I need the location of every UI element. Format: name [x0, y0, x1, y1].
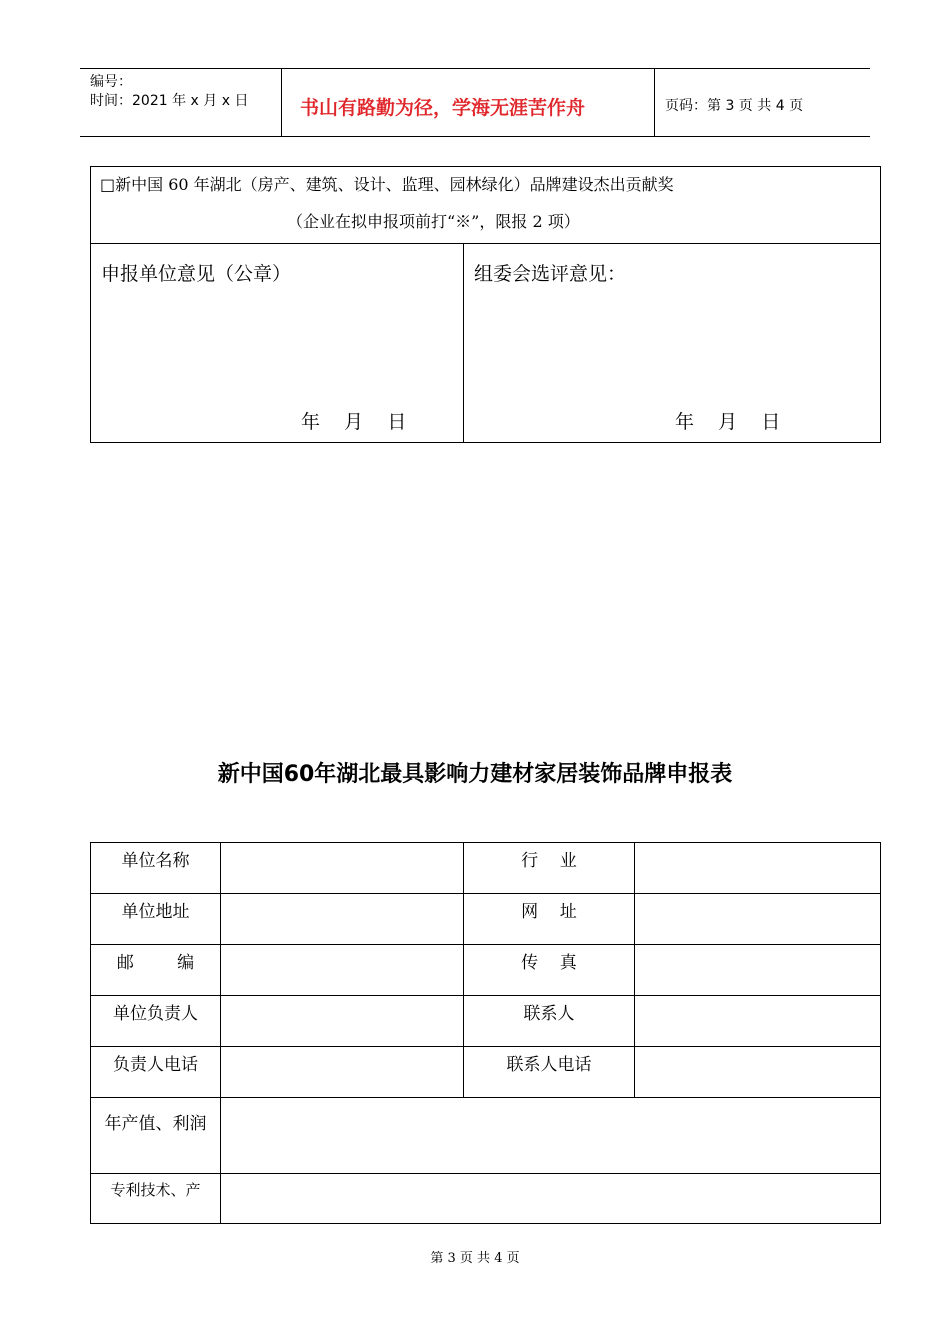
patent-label: 专利技术、产 [91, 1174, 221, 1224]
contact-field[interactable] [635, 996, 881, 1047]
head-phone-field[interactable] [220, 1047, 463, 1098]
table-row [91, 1174, 881, 1224]
unit-head-field[interactable] [220, 996, 463, 1047]
annual-output-field[interactable] [220, 1098, 880, 1174]
application-form-table [90, 842, 881, 1224]
unit-name-field[interactable] [220, 843, 463, 894]
applicant-opinion-label: 申报单位意见（公章） [101, 263, 292, 285]
header-bottom-rule [80, 136, 870, 137]
applicant-date: 年 月 日 [301, 411, 407, 433]
patent-field[interactable] [220, 1174, 880, 1224]
fax-label: 传 真 [463, 945, 635, 996]
website-label: 网 址 [463, 894, 635, 945]
header-divider-left [281, 69, 282, 136]
contact-phone-label: 联系人电话 [463, 1047, 635, 1098]
footer-page-number: 第 3 页 共 4 页 [430, 1251, 520, 1266]
table-row [91, 1047, 881, 1098]
time-label: 时间：2021 年 x 月 x 日 [90, 93, 249, 109]
committee-opinion-cell [463, 243, 881, 443]
unit-address-field[interactable] [220, 894, 463, 945]
contact-label: 联系人 [463, 996, 635, 1047]
fax-field[interactable] [635, 945, 881, 996]
unit-name-label: 单位名称 [91, 843, 221, 894]
applicant-opinion-cell [90, 243, 464, 443]
industry-field[interactable] [635, 843, 881, 894]
award-box [90, 166, 881, 244]
committee-opinion-label: 组委会选评意见： [474, 263, 627, 285]
postcode-field[interactable] [220, 945, 463, 996]
form-title: 新中国60年湖北最具影响力建材家居装饰品牌申报表 [217, 762, 733, 787]
postcode-label: 邮 编 [91, 945, 221, 996]
committee-date: 年 月 日 [675, 411, 781, 433]
table-row [91, 945, 881, 996]
annual-output-label: 年产值、利润 [91, 1098, 221, 1174]
header-top-rule [80, 68, 870, 69]
website-field[interactable] [635, 894, 881, 945]
contact-phone-field[interactable] [635, 1047, 881, 1098]
table-row [91, 996, 881, 1047]
motto: 书山有路勤为径，学海无涯苦作舟 [300, 97, 586, 119]
unit-address-label: 单位地址 [91, 894, 221, 945]
head-phone-label: 负责人电话 [91, 1047, 221, 1098]
unit-head-label: 单位负责人 [91, 996, 221, 1047]
table-row [91, 843, 881, 894]
serial-label: 编号： [90, 74, 132, 90]
award-item: □新中国 60 年湖北（房产、建筑、设计、监理、园林绿化）品牌建设杰出贡献奖 [100, 175, 674, 194]
page-label: 页码：第 3 页 共 4 页 [665, 98, 804, 114]
header-divider-right [654, 69, 655, 136]
industry-label: 行 业 [463, 843, 635, 894]
award-instruction: （企业在拟申报项前打“※”，限报 2 项） [287, 212, 580, 231]
table-row [91, 1098, 881, 1174]
table-row [91, 894, 881, 945]
